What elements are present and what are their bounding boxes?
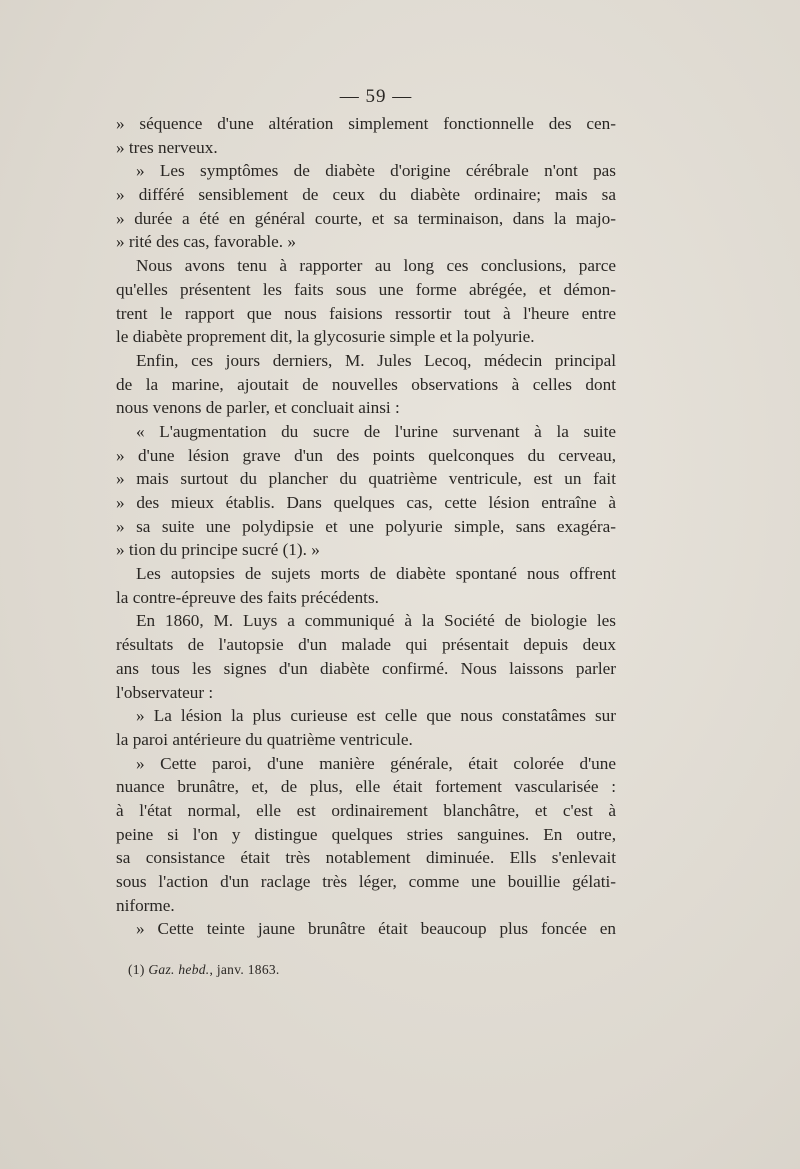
page-content: [116, 86, 616, 941]
text-line: » des mieux établis. Dans quelques cas, cette lésion entraîne à: [116, 493, 616, 512]
text-line: » différé sensiblement de ceux du diabète ordinaire; mais sa: [116, 185, 616, 205]
text-line: » Les symptômes de diabète d'origine cérébrale n'ont pas: [136, 161, 616, 181]
text-line: nous venons de parler, et concluait ainsi :: [116, 398, 400, 418]
text-line: » tres nerveux.: [116, 137, 218, 157]
body-text: [116, 112, 616, 941]
text-line: » Cette paroi, d'une manière générale, était colorée d'une: [136, 753, 616, 773]
text-line: la paroi antérieure du quatrième ventricule.: [116, 729, 413, 749]
text-line: » séquence d'une altération simplement fonctionnelle des cen-: [116, 114, 616, 133]
text-line: trent le rapport que nous faisions ressortir tout à l'heure entre: [116, 303, 616, 323]
text-line: le diabète proprement dit, la glycosurie simple et la polyurie.: [116, 327, 535, 347]
text-line: à l'état normal, elle est ordinairement blanchâtre, et c'est à: [116, 800, 616, 820]
text-line: » rité des cas, favorable. »: [116, 232, 296, 252]
text-line: la contre-épreuve des faits précédents.: [116, 587, 379, 607]
text-line: nuance brunâtre, et, de plus, elle était fortement vascularisée :: [116, 777, 616, 797]
text-line: » Cette teinte jaune brunâtre était beaucoup plus foncée en: [136, 919, 616, 939]
footnote-source: Gaz. hebd.: [148, 962, 210, 977]
text-line: En 1860, M. Luys a communiqué à la Société de biologie les: [136, 611, 616, 631]
text-line: sa consistance était très notablement diminuée. Ells s'enlevait: [116, 848, 616, 868]
footnote: [128, 962, 280, 978]
text-line: » d'une lésion grave d'un des points quelconques du cerveau,: [116, 445, 616, 465]
text-line: l'observateur :: [116, 682, 214, 702]
text-line: « L'augmentation du sucre de l'urine survenant à la suite: [136, 421, 616, 441]
text-line: de la marine, ajoutait de nouvelles observations à celles dont: [116, 374, 616, 394]
footnote-rest: , janv. 1863.: [209, 962, 280, 977]
text-line: » sa suite une polydipsie et une polyurie simple, sans exagéra-: [116, 516, 616, 536]
text-line: » La lésion la plus curieuse est celle que nous constatâmes sur: [136, 706, 616, 726]
page-number: — 59 —: [339, 86, 413, 107]
text-line: » tion du principe sucré (1). »: [116, 540, 320, 560]
text-line: ans tous les signes d'un diabète confirmé. Nous laissons parler: [116, 658, 616, 678]
text-line: Les autopsies de sujets morts de diabète spontané nous offrent: [136, 564, 616, 584]
text-line: » mais surtout du plancher du quatrième ventricule, est un fait: [116, 469, 616, 489]
text-line: niforme.: [116, 895, 175, 915]
text-line: résultats de l'autopsie d'un malade qui présentait depuis deux: [116, 635, 616, 655]
text-line: peine si l'on y distingue quelques stries sanguines. En outre,: [116, 824, 616, 844]
footnote-mark: (1): [128, 962, 145, 977]
text-line: sous l'action d'un raclage très léger, comme une bouillie gélati-: [116, 872, 616, 891]
text-line: Enfin, ces jours derniers, M. Jules Lecoq, médecin principal: [136, 350, 616, 370]
text-line: » durée a été en général courte, et sa terminaison, dans la majo-: [116, 208, 616, 228]
text-line: Nous avons tenu à rapporter au long ces conclusions, parce: [136, 256, 616, 276]
text-line: qu'elles présentent les faits sous une forme abrégée, et démon-: [116, 279, 616, 299]
